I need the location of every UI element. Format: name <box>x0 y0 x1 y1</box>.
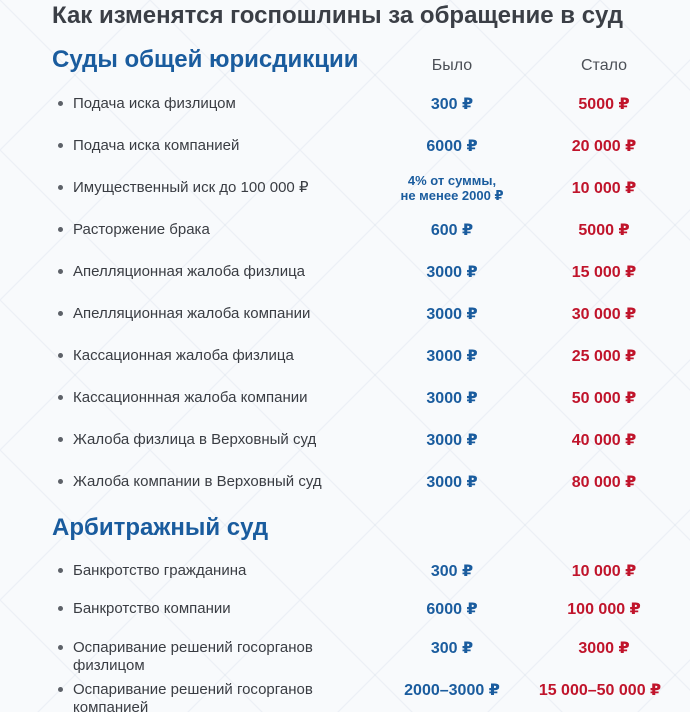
fee-label: Жалоба физлица в Верховный суд <box>73 431 317 448</box>
bullet-icon <box>58 101 63 106</box>
fee-label: Подача иска физлицом <box>73 95 236 112</box>
bullet-icon <box>58 479 63 484</box>
bullet-icon <box>58 227 63 232</box>
bullet-icon <box>58 353 63 358</box>
bullet-icon <box>58 143 63 148</box>
fee-label: Подача иска компанией <box>73 137 240 154</box>
fee-now: 15 000 ₽ <box>571 264 637 281</box>
fee-now: 5000 ₽ <box>578 96 630 113</box>
fee-was-line2: не менее 2000 ₽ <box>400 188 504 203</box>
fee-label: Кассационная жалоба физлица <box>73 347 294 364</box>
fee-label: Апелляционная жалоба физлица <box>73 263 306 280</box>
fee-was: 6000 ₽ <box>426 601 478 618</box>
fee-label-line1: Оспаривание решений госорганов <box>73 639 313 656</box>
fee-label: Жалоба компании в Верховный суд <box>73 473 322 490</box>
column-header-was: Было <box>431 57 473 74</box>
fee-now: 80 000 ₽ <box>571 474 637 491</box>
fee-was: 3000 ₽ <box>426 390 478 407</box>
fee-now: 25 000 ₽ <box>571 348 637 365</box>
section-title-arbitration-court: Арбитражный суд <box>52 514 269 541</box>
fee-now: 10 000 ₽ <box>571 563 637 580</box>
fee-now: 100 000 ₽ <box>567 601 641 618</box>
bullet-icon <box>58 687 63 692</box>
bullet-icon <box>58 606 63 611</box>
fee-now: 5000 ₽ <box>578 222 630 239</box>
fee-was: 3000 ₽ <box>426 306 478 323</box>
bullet-icon <box>58 311 63 316</box>
bullet-icon <box>58 645 63 650</box>
fee-was: 3000 ₽ <box>426 474 478 491</box>
fee-was: 600 ₽ <box>430 222 474 239</box>
fee-was: 3000 ₽ <box>426 432 478 449</box>
fee-label: Банкротство гражданина <box>73 562 247 579</box>
column-header-now: Стало <box>580 57 627 74</box>
fee-was: 6000 ₽ <box>426 138 478 155</box>
fee-label: Имущественный иск до 100 000 ₽ <box>73 179 309 196</box>
section-title-general-courts: Суды общей юрисдикции <box>52 46 359 73</box>
fee-was: 2000–3000 ₽ <box>404 682 500 699</box>
fee-was: 300 ₽ <box>430 563 474 580</box>
fee-now: 30 000 ₽ <box>571 306 637 323</box>
fee-now: 40 000 ₽ <box>571 432 637 449</box>
fee-was: 300 ₽ <box>430 96 474 113</box>
fee-label: Апелляционная жалоба компании <box>73 305 311 322</box>
fee-label-line2: компанией <box>73 699 149 716</box>
bullet-icon <box>58 185 63 190</box>
bullet-icon <box>58 437 63 442</box>
fee-was: 300 ₽ <box>430 640 474 657</box>
fee-now: 3000 ₽ <box>578 640 630 657</box>
fee-label-line2: физлицом <box>73 657 145 674</box>
fee-was-line1: 4% от суммы, <box>407 173 497 188</box>
fee-now: 10 000 ₽ <box>571 180 637 197</box>
fee-was: 3000 ₽ <box>426 264 478 281</box>
fee-label: Расторжение брака <box>73 221 210 238</box>
infographic-title: Как изменятся госпошлины за обращение в суд <box>52 2 624 29</box>
fee-label: Банкротство компании <box>73 600 231 617</box>
fee-now: 50 000 ₽ <box>571 390 637 407</box>
fee-was: 3000 ₽ <box>426 348 478 365</box>
bullet-icon <box>58 395 63 400</box>
fee-label-line1: Оспаривание решений госорганов <box>73 681 313 698</box>
fee-label: Кассационнная жалоба компании <box>73 389 308 406</box>
fee-now: 15 000–50 000 ₽ <box>538 682 662 699</box>
bullet-icon <box>58 269 63 274</box>
fee-now: 20 000 ₽ <box>571 138 637 155</box>
bullet-icon <box>58 568 63 573</box>
